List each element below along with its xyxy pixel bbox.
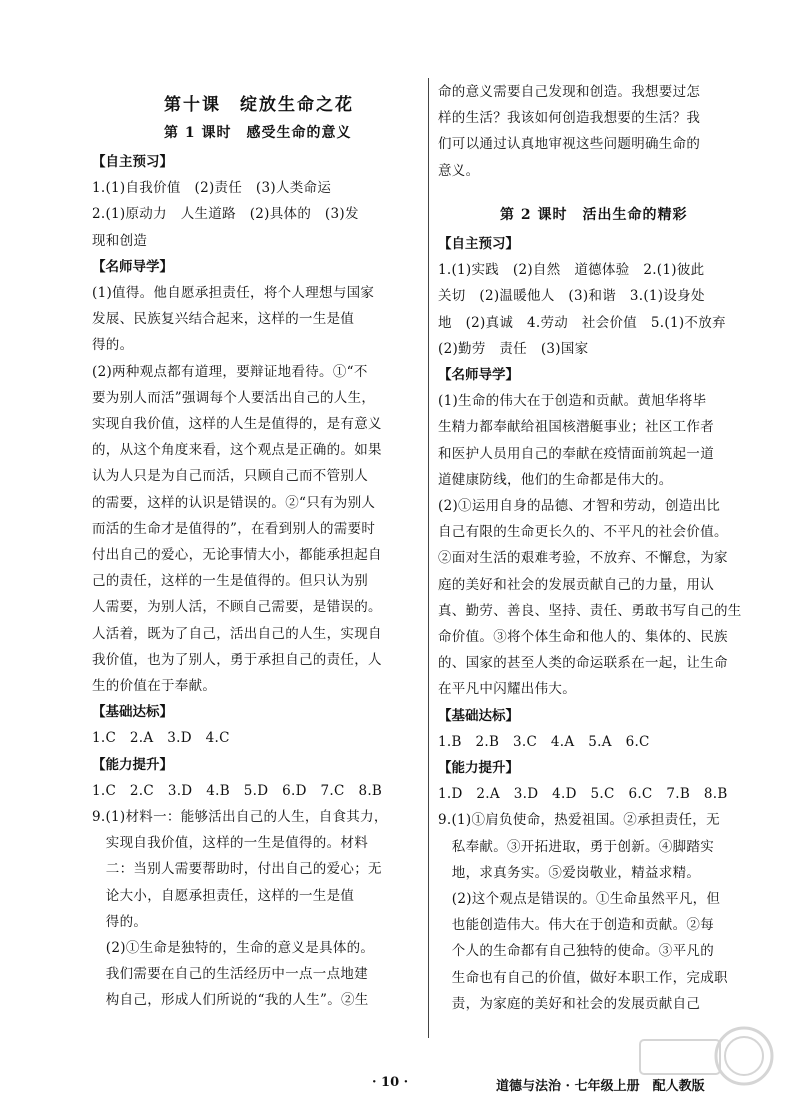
section-heading: 【基础达标】 <box>438 707 519 724</box>
text-line: (2)①生命是独特的，生命的意义是具体的。 <box>92 940 375 956</box>
text-line: 得的。 <box>92 337 134 354</box>
text-line: 个人的生命都有自己独特的使命。③平凡的 <box>438 943 714 960</box>
text-line: (1)生命的伟大在于创造和贡献。黄旭华将毕 <box>438 393 707 410</box>
text-line: 人需要，为别人活，不顾自己需要，是错误的。 <box>92 599 382 616</box>
text-line: 构自己，形成人们所说的“我的人生”。②生 <box>92 992 369 1009</box>
text-line: 1.D 2.A 3.D 4.D 5.C 6.C 7.B 8.B <box>438 786 728 803</box>
text-line: ②面对生活的艰难考验，不放弃、不懈怠，为家 <box>438 550 728 567</box>
text-line: 责，为家庭的美好和社会的发展贡献自己 <box>438 995 701 1012</box>
text-line: 9.(1)材料一：能够活出自己的人生，自食其力， <box>92 809 388 825</box>
text-line: 的、国家的甚至人类的命运联系在一起，让生命 <box>438 655 728 672</box>
text-line: 自己有限的生命更长久的、不平凡的社会价值。 <box>438 524 728 541</box>
text-line: 得的。 <box>92 913 148 930</box>
lesson-title: 第十课 绽放生命之花 <box>164 95 354 115</box>
lesson-1-subtitle: 第 1 课时 感受生命的意义 <box>164 125 352 141</box>
text-line: 论大小，自愿承担责任，这样的一生是值 <box>92 887 355 904</box>
section-heading: 【名师导学】 <box>92 258 173 275</box>
book-title: 道德与法治 · 七年级上册 配人教版 <box>496 1079 705 1094</box>
text-line: 和医护人员用自己的奉献在疫情面前筑起一道 <box>438 445 714 462</box>
text-line: 1.(1)实践 (2)自然 道德体验 2.(1)彼此 <box>438 262 705 279</box>
text-line: 私奉献。③开拓进取，勇于创新。④脚踏实 <box>438 838 714 855</box>
text-line: 要为别人而活”强调每个人要活出自己的人生， <box>92 389 376 406</box>
column-divider <box>428 78 429 1038</box>
text-line: 生的价值在于奉献。 <box>92 678 217 694</box>
text-line: (2)勤劳 责任 (3)国家 <box>438 340 589 357</box>
section-heading: 【基础达标】 <box>92 704 173 721</box>
text-line: 实现自我价值，这样的人生是值得的，是有意义 <box>92 416 382 432</box>
text-line: 己的责任，这样的一生是值得的。但只认为别 <box>92 573 368 590</box>
text-line: 生命也有自己的价值，做好本职工作，完成职 <box>438 969 728 986</box>
text-line: 在平凡中闪耀出伟大。 <box>438 681 576 698</box>
text-line: 发展、民族复兴结合起来，这样的一生是值 <box>92 311 355 328</box>
text-line: 9.(1)①肩负使命，热爱祖国。②承担责任，无 <box>438 812 720 829</box>
text-line: 1.(1)自我价值 (2)责任 (3)人类命运 <box>92 180 332 197</box>
text-line: (2)①运用自身的品德、才智和劳动，创造出比 <box>438 498 721 514</box>
section-heading: 【自主预习】 <box>92 154 173 170</box>
text-line: 命的意义需要自己发现和创造。我想要过怎 <box>438 84 701 100</box>
text-line: (1)值得。他自愿承担责任，将个人理想与国家 <box>92 285 375 301</box>
text-line: 2.(1)原动力 人生道路 (2)具体的 (3)发 <box>92 206 359 223</box>
text-line: 1.C 2.A 3.D 4.C <box>92 730 230 747</box>
section-heading: 【能力提升】 <box>92 756 173 773</box>
text-line: 关切 (2)温暖他人 (3)和谐 3.(1)设身处 <box>438 288 705 305</box>
text-line: 意义。 <box>438 162 480 179</box>
text-line: 1.B 2.B 3.C 4.A 5.A 6.C <box>438 733 650 750</box>
text-line: 我们需要在自己的生活经历中一点一点地建 <box>92 966 368 983</box>
text-line: 地 (2)真诚 4.劳动 社会价值 5.(1)不放弃 <box>438 314 726 331</box>
text-line: 生精力都奉献给祖国核潜艇事业；社区工作者 <box>438 419 714 436</box>
text-line: 真、勤劳、善良、坚持、责任、勇敢书写自己的生 <box>438 602 742 619</box>
text-line: 我价值，也为了别人，勇于承担自己的责任，人 <box>92 651 382 668</box>
text-line: 庭的美好和社会的发展贡献自己的力量，用认 <box>438 576 714 593</box>
text-line: 地，求真务实。⑤爱岗敬业，精益求精。 <box>438 864 701 881</box>
text-line: (2)两种观点都有道理，要辩证地看待。①“不 <box>92 363 368 380</box>
section-heading: 【名师导学】 <box>438 367 519 383</box>
text-line: 1.C 2.C 3.D 4.B 5.D 6.D 7.C 8.B <box>92 782 383 799</box>
text-line: 道健康防线，他们的生命都是伟大的。 <box>438 471 673 488</box>
watermark-logo-icon <box>632 1022 782 1092</box>
text-line: 样的生活？我该如何创造我想要的生活？我 <box>438 110 701 127</box>
text-line: 现和创造 <box>92 232 148 249</box>
text-line: 们可以通过认真地审视这些问题明确生命的 <box>438 136 701 153</box>
text-line: 实现自我价值，这样的一生是值得的。材料 <box>92 835 368 852</box>
text-line: 二：当别人需要帮助时，付出自己的爱心；无 <box>92 861 382 878</box>
text-line: 付出自己的爱心，无论事情大小，都能承担起自 <box>92 547 382 563</box>
text-line: 命价值。③将个体生命和他人的、集体的、民族 <box>438 629 728 645</box>
text-line: 而活的生命才是值得的”，在看到别人的需要时 <box>92 520 376 537</box>
lesson-2-subtitle: 第 2 课时 活出生命的精彩 <box>500 207 688 223</box>
text-line: 认为人只是为自己而活，只顾自己而不管别人 <box>92 468 368 485</box>
text-line: 人活着，既为了自己，活出自己的人生，实现自 <box>92 625 382 642</box>
page-number: · 10 · <box>372 1075 409 1090</box>
text-line: 的需要，这样的认识是错误的。②“只有为别人 <box>92 494 376 511</box>
text-line: (2)这个观点是错误的。①生命虽然平凡，但 <box>438 891 721 907</box>
text-line: 也能创造伟大。伟大在于创造和贡献。②每 <box>438 917 714 934</box>
text-line: 的，从这个角度来看，这个观点是正确的。如果 <box>92 442 382 459</box>
section-heading: 【自主预习】 <box>438 236 519 252</box>
section-heading: 【能力提升】 <box>438 760 519 776</box>
